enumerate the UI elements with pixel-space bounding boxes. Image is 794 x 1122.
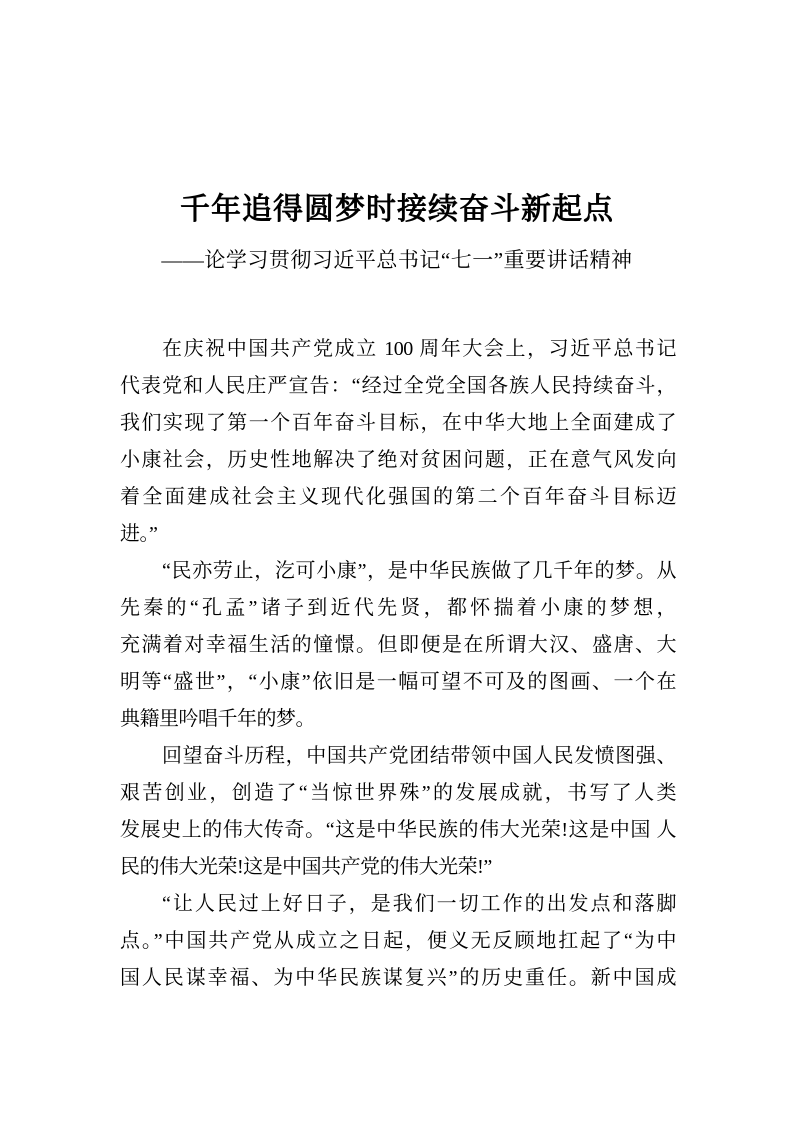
text-line: 在庆祝中国共产党成立 100 周年大会上，习近平总书记: [162, 338, 676, 360]
text-line: 艰苦创业，创造了“当惊世界殊”的发展成就，书写了人类: [120, 782, 676, 804]
text-line: “让人民过上好日子，是我们一切工作的出发点和落脚: [162, 893, 676, 915]
text-line: 典籍里吟唱千年的梦。: [120, 708, 315, 730]
paragraph-4: [120, 886, 676, 997]
text-line: 点。”中国共产党从成立之日起，便义无反顾地扛起了“为中: [120, 930, 676, 952]
text-line: “民亦劳止，汔可小康”，是中华民族做了几千年的梦。从: [162, 560, 676, 582]
text-line: 小康社会，历史性地解决了绝对贫困问题，正在意气风发向: [120, 449, 676, 471]
text-line: 民的伟大光荣!这是中国共产党的伟大光荣!”: [120, 856, 492, 878]
paragraph-1: [120, 331, 676, 553]
text-line: 国人民谋幸福、为中华民族谋复兴”的历史重任。新中国成: [120, 967, 676, 989]
paragraph-3: [120, 738, 676, 886]
text-line: 发展史上的伟大传奇。“这是中华民族的伟大光荣!这是中国 人: [120, 819, 676, 841]
text-line: 充满着对幸福生活的憧憬。但即便是在所谓大汉、盛唐、大: [120, 634, 676, 656]
text-line: 我们实现了第一个百年奋斗目标，在中华大地上全面建成了: [120, 412, 676, 434]
text-line: 先秦的“孔孟”诸子到近代先贤，都怀揣着小康的梦想，: [120, 597, 676, 619]
text-line: 回望奋斗历程，中国共产党团结带领中国人民发愤图强、: [162, 745, 676, 767]
paragraph-2: [120, 553, 676, 738]
text-line: 明等“盛世”，“小康”依旧是一幅可望不可及的图画、一个在: [120, 671, 676, 693]
document-subtitle: ——论学习贯彻习近平总书记“七一”重要讲话精神: [161, 248, 633, 272]
text-line: 着全面建成社会主义现代化强国的第二个百年奋斗目标迈: [120, 486, 676, 508]
document-title: 千年追得圆梦时接续奋斗新起点: [180, 193, 614, 226]
text-line: 进。”: [120, 523, 158, 545]
text-line: 代表党和人民庄严宣告：“经过全党全国各族人民持续奋斗，: [120, 375, 676, 397]
document-body: [120, 331, 676, 997]
